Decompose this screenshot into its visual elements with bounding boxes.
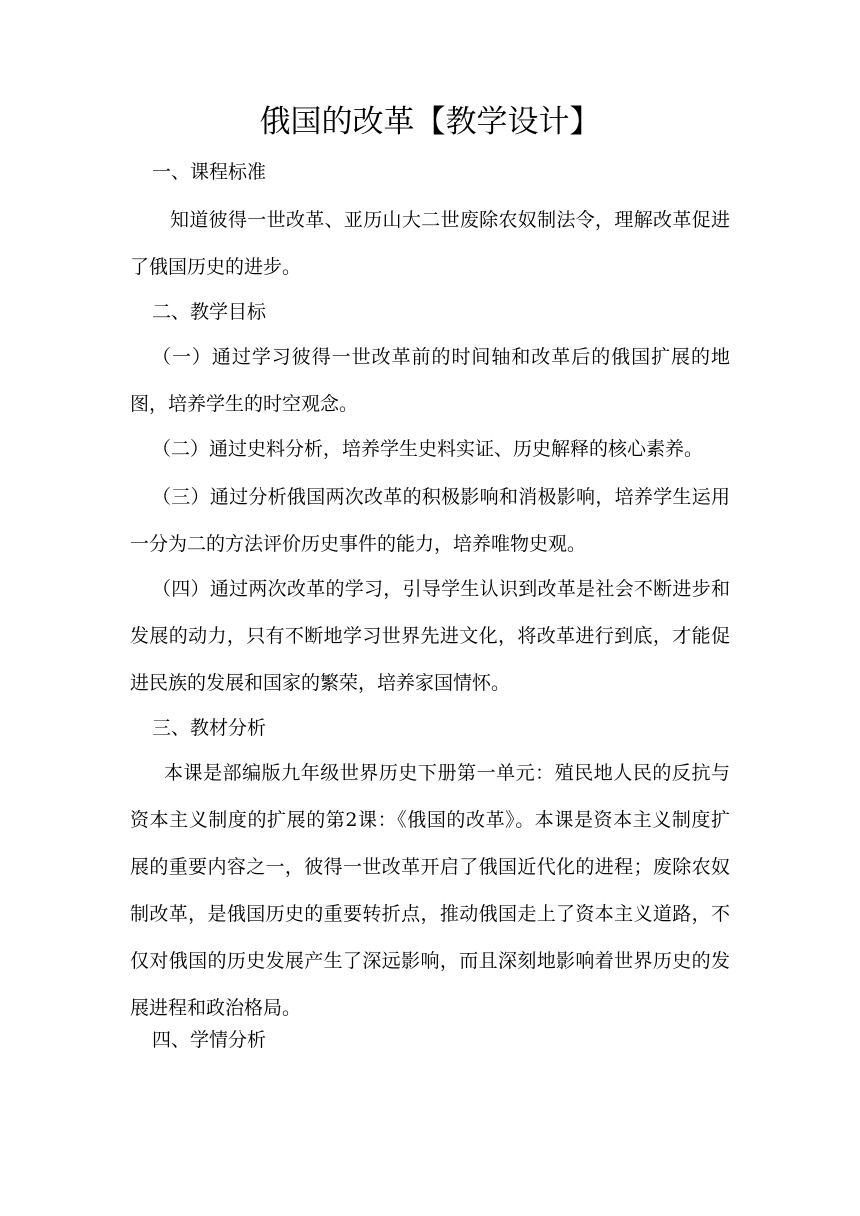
document-title: 俄国的改革【教学设计】: [259, 104, 601, 140]
section-heading-teaching-objectives: 二、教学目标: [152, 301, 267, 323]
paragraph-objective-1: （一）通过学习彼得一世改革前的时间轴和改革后的俄国扩展的地图，培养学生的时空观念。: [130, 346, 730, 415]
section-heading-student-analysis: 四、学情分析: [152, 1029, 267, 1051]
paragraph-objective-3: （三）通过分析俄国两次改革的积极影响和消极影响，培养学生运用一分为二的方法评价历史事件的能力，培养唯物史观。: [130, 486, 730, 555]
paragraph-curriculum-standard: 知道彼得一世改革、亚历山大二世废除农奴制法令，理解改革促进了俄国历史的进步。: [130, 209, 730, 278]
paragraph-textbook-analysis: 本课是部编版九年级世界历史下册第一单元：殖民地人民的反抗与资本主义制度的扩展的第2课：《俄国的改革》。本课是资本主义制度扩展的重要内容之一，彼得一世改革开启了俄国近代化的进程；废除农奴制改革，是俄国历史的重要转折点，推动俄国走上了资本主义道路，不仅对俄国的历史发展产生了深远影响，而且深刻地影响着世界历史的发展进程和政治格局。: [130, 762, 730, 1019]
paragraph-objective-2: （二）通过史料分析，培养学生史料实证、历史解释的核心素养。: [152, 438, 704, 460]
section-heading-curriculum-standard: 一、课程标准: [152, 161, 267, 183]
paragraph-objective-4: （四）通过两次改革的学习，引导学生认识到改革是社会不断进步和发展的动力，只有不断地学习世界先进文化，将改革进行到底，才能促进民族的发展和国家的繁荣，培养家国情怀。: [130, 578, 730, 694]
section-heading-textbook-analysis: 三、教材分析: [152, 717, 267, 739]
